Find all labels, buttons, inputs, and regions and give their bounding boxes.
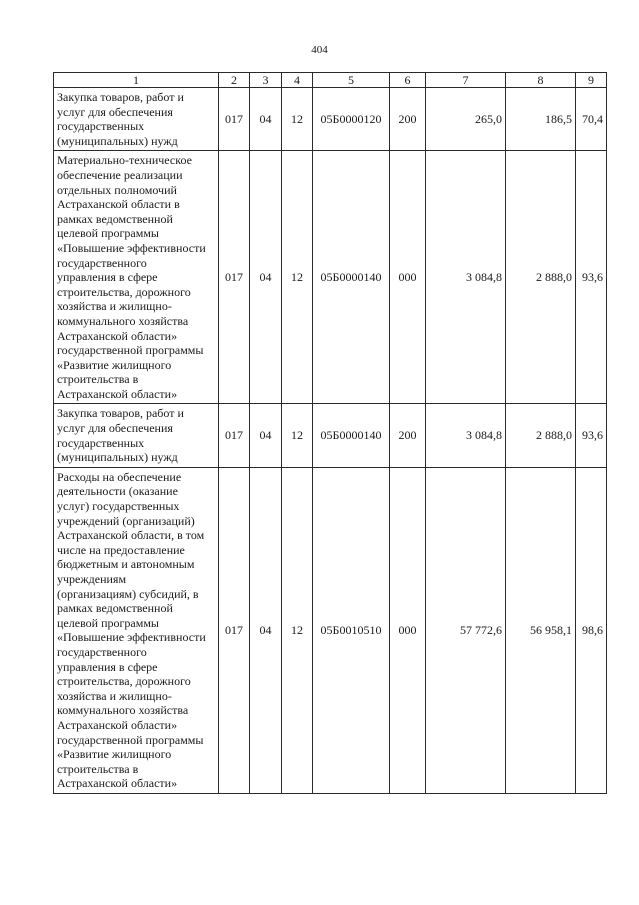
column-header: 8	[506, 73, 576, 88]
code-ministry-cell: 017	[219, 404, 250, 467]
table-header-row	[54, 73, 607, 88]
execution-percent-cell: 93,6	[576, 404, 607, 467]
column-header: 6	[390, 73, 426, 88]
description-cell	[54, 151, 219, 404]
description-line: учреждениям	[57, 572, 127, 586]
planned-amount-cell: 3 084,8	[426, 404, 506, 467]
description-line: бюджетным и автономным	[57, 557, 195, 572]
description-line: хозяйства и жилищно-	[57, 299, 172, 314]
description-line: государственных	[57, 119, 145, 134]
description-line: деятельности (оказание	[57, 484, 178, 499]
code-target-article-cell: 05Б0000120	[313, 88, 390, 151]
description-line: «Развитие жилищного	[57, 357, 172, 372]
description-line: целевой программы	[57, 615, 159, 630]
planned-amount-cell: 57 772,6	[426, 467, 506, 793]
code-ministry-cell: 017	[219, 467, 250, 793]
description-line: учреждений (организаций)	[57, 513, 195, 528]
code-section-cell: 04	[250, 151, 282, 404]
code-subsection-cell: 12	[282, 151, 313, 404]
execution-percent-cell: 70,4	[576, 88, 607, 151]
description-line: коммунального хозяйства	[57, 313, 189, 328]
description-line: государственной программы	[57, 343, 204, 358]
code-target-article-cell: 05Б0000140	[313, 404, 390, 467]
code-ministry-cell: 017	[219, 88, 250, 151]
column-header: 2	[219, 73, 250, 88]
code-target-article-cell: 05Б0010510	[313, 467, 390, 793]
description-line: рамках ведомственной	[57, 601, 173, 616]
description-line: управления в сфере	[57, 659, 158, 674]
description-line: строительства, дорожного	[57, 284, 191, 299]
column-header: 5	[313, 73, 390, 88]
code-expense-type-cell: 200	[390, 88, 426, 151]
description-line: целевой программы	[57, 226, 159, 241]
description-line: Астраханской области»	[57, 328, 178, 343]
budget-table	[53, 72, 607, 794]
executed-amount-cell: 56 958,1	[506, 467, 576, 793]
code-subsection-cell: 12	[282, 88, 313, 151]
description-line: (муниципальных) нужд	[57, 450, 178, 465]
column-header: 1	[54, 73, 219, 88]
description-line: Астраханской области в	[57, 197, 180, 212]
description-line: Астраханской области»	[57, 776, 178, 791]
code-expense-type-cell: 200	[390, 404, 426, 467]
description-cell	[54, 404, 219, 467]
description-line: хозяйства и жилищно-	[57, 688, 172, 703]
description-line: Астраханской области»	[57, 717, 178, 732]
description-line: (муниципальных) нужд	[57, 133, 178, 148]
description-line: Астраханской области»	[57, 386, 178, 401]
description-cell	[54, 467, 219, 793]
description-line: государственных	[57, 435, 145, 450]
description-line: государственного	[57, 644, 147, 659]
column-header: 7	[426, 73, 506, 88]
description-line: «Развитие жилищного	[57, 747, 172, 762]
table-row	[54, 467, 607, 793]
description-line: государственной программы	[57, 732, 204, 747]
code-expense-type-cell: 000	[390, 151, 426, 404]
planned-amount-cell: 265,0	[426, 88, 506, 151]
description-line: услуг для обеспечения	[57, 104, 173, 119]
code-ministry-cell: 017	[219, 151, 250, 404]
description-line: строительства в	[57, 372, 139, 387]
description-line: обеспечение реализации	[57, 167, 183, 182]
description-line: услуг для обеспечения	[57, 421, 173, 436]
description-line: числе на предоставление	[57, 542, 185, 557]
description-line: отдельных полномочий	[57, 182, 177, 197]
description-line: управления в сфере	[57, 270, 158, 285]
code-target-article-cell: 05Б0000140	[313, 151, 390, 404]
execution-percent-cell: 93,6	[576, 151, 607, 404]
executed-amount-cell: 2 888,0	[506, 404, 576, 467]
planned-amount-cell: 3 084,8	[426, 151, 506, 404]
code-subsection-cell: 12	[282, 404, 313, 467]
description-line: Астраханской области, в том	[57, 528, 205, 543]
column-header: 9	[576, 73, 607, 88]
table-row	[54, 88, 607, 151]
description-line: (организациям) субсидий, в	[57, 586, 199, 601]
description-line: рамках ведомственной	[57, 211, 173, 226]
table-row	[54, 404, 607, 467]
page-number: 404	[311, 44, 328, 56]
column-header: 3	[250, 73, 282, 88]
column-header: 4	[282, 73, 313, 88]
description-line: Закупка товаров, работ и	[57, 90, 184, 104]
description-line: Материально-техническое	[57, 153, 192, 168]
executed-amount-cell: 186,5	[506, 88, 576, 151]
description-line: Расходы на обеспечение	[57, 469, 182, 484]
code-section-cell: 04	[250, 88, 282, 151]
execution-percent-cell: 98,6	[576, 467, 607, 793]
description-line: строительства в	[57, 761, 139, 776]
description-line: «Повышение эффективности	[57, 630, 206, 645]
description-line: государственного	[57, 255, 147, 270]
table-row	[54, 151, 607, 404]
description-line: «Повышение эффективности	[57, 240, 206, 255]
executed-amount-cell: 2 888,0	[506, 151, 576, 404]
description-line: коммунального хозяйства	[57, 703, 189, 718]
description-line: строительства, дорожного	[57, 674, 191, 689]
code-section-cell: 04	[250, 467, 282, 793]
code-section-cell: 04	[250, 404, 282, 467]
code-expense-type-cell: 000	[390, 467, 426, 793]
code-subsection-cell: 12	[282, 467, 313, 793]
description-line: Закупка товаров, работ и	[57, 406, 184, 421]
description-cell	[54, 88, 219, 151]
description-line: услуг) государственных	[57, 499, 180, 514]
